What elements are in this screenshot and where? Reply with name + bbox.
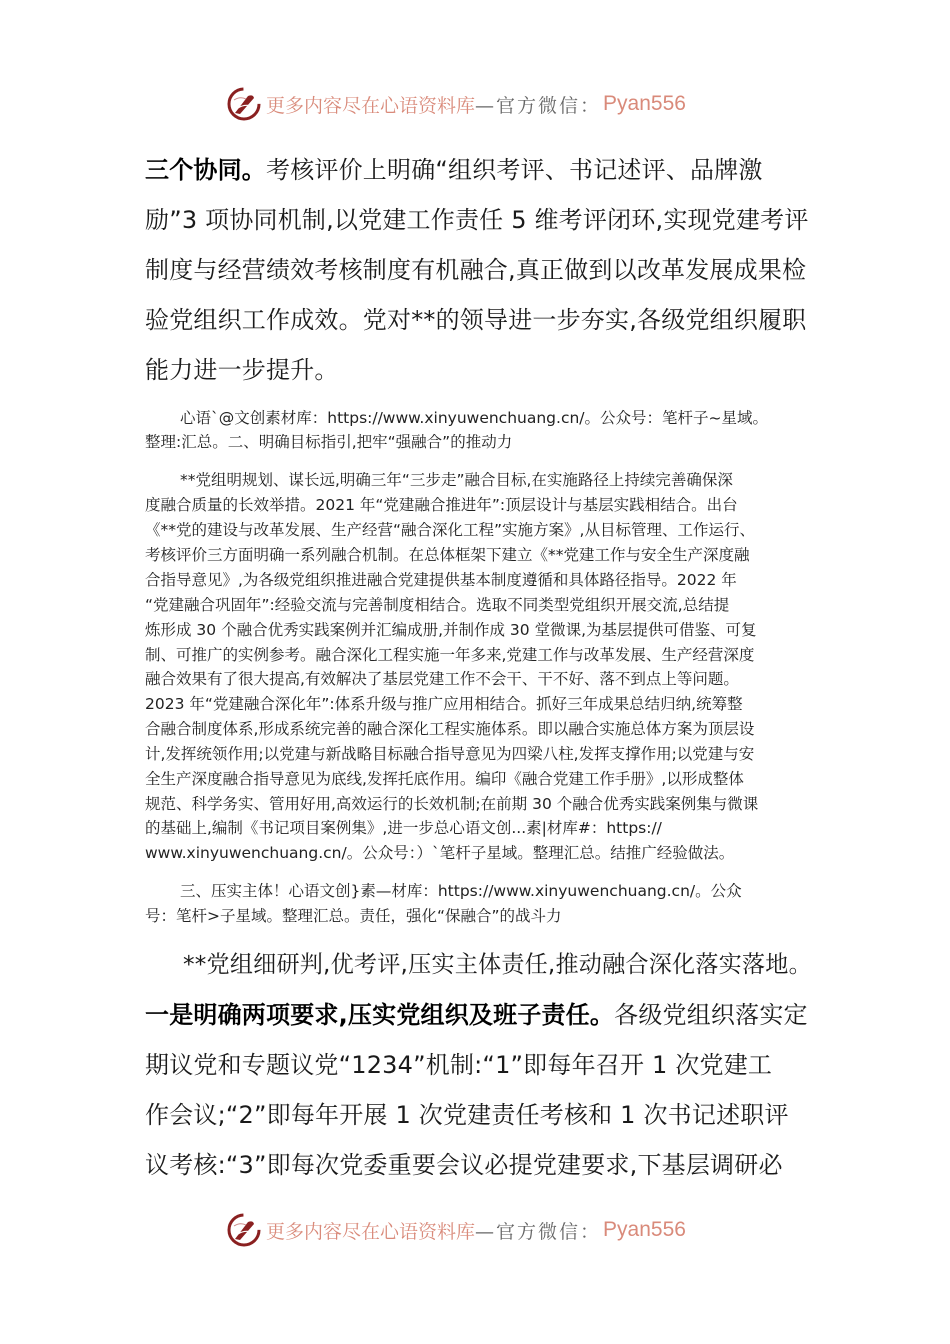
quill-pen-logo-icon <box>226 86 262 122</box>
banner-main-text: 更多内容尽在心语资料库 <box>266 1220 476 1243</box>
para3-line-13: 全生产深度融合指导意见为底线,发挥托底作用。编印《融合党建工作手册》,以形成整体 <box>145 770 744 788</box>
banner-wechat-id: Pyan556 <box>603 1218 686 1241</box>
para5-line-1: **党组细研判,优考评,压实主体责任,推动融合深化落实落地。 <box>183 952 812 978</box>
para1-bold-heading: 三个协同。 <box>145 156 266 184</box>
para1-line-5: 能力进一步提升。 <box>145 356 339 384</box>
para1-line-3: 制度与经营绩效考核制度有机融合,真正做到以改革发展成果检 <box>145 256 807 284</box>
para3-line-15: 的基础上,编制《书记项目案例集》,进一步总心语文创...素|材库#：https:// <box>145 819 662 837</box>
para5-text: 各级党组织落实定 <box>614 1001 808 1029</box>
para2-line-1: 心语`@文创素材库：https://www.xinyuwenchuang.cn/。公众号：笔杆子~星域。 <box>180 409 768 427</box>
para5-line-4: 作会议;“2”即每年开展 1 次党建责任考核和 1 次书记述职评 <box>145 1101 789 1129</box>
para3-line-1: **党组明规划、谋长远,明确三年“三步走”融合目标,在实施路径上持续完善确保深 <box>180 471 733 489</box>
para4-line-1: 三、压实主体！心语文创}素—材库：https://www.xinyuwenchuang.cn/。公众 <box>180 882 742 900</box>
header-banner <box>226 84 686 124</box>
para3-line-12: 计,发挥统领作用;以党建与新战略目标融合指导意见为四梁八柱,发挥支撑作用;以党建与安 <box>145 745 755 763</box>
banner-wechat-label: —官方微信： <box>475 1220 602 1243</box>
para4-line-2: 号：笔杆>子星域。整理汇总。责任，强化“保融合”的战斗力 <box>145 907 562 925</box>
footer-banner <box>226 1210 686 1250</box>
para3-line-10: 2023 年“党建融合深化年”:体系升级与推广应用相结合。抓好三年成果总结归纳,统筹整 <box>145 695 743 713</box>
para5-line-5: 议考核:“3”即每次党委重要会议必提党建要求,下基层调研必 <box>145 1151 783 1179</box>
banner-wechat-id: Pyan556 <box>603 92 686 115</box>
para5-line-2 <box>145 1000 808 1030</box>
para5-line-3: 期议党和专题议党“1234”机制:“1”即每年召开 1 次党建工 <box>145 1051 773 1079</box>
para3-line-5: 合指导意见》,为各级党组织推进融合党建提供基本制度遵循和具体路径指导。2022 年 <box>145 571 737 589</box>
para1-line-1 <box>145 155 763 185</box>
para2-line-2: 整理:汇总。二、明确目标指引,把牢“强融合”的推动力 <box>145 433 513 451</box>
banner-wechat-label: —官方微信： <box>475 94 602 117</box>
quill-pen-logo-icon <box>226 1212 262 1248</box>
para3-line-6: “党建融合巩固年”:经验交流与完善制度相结合。选取不同类型党组织开展交流,总结提 <box>145 596 730 614</box>
para1-text: 考核评价上明确“组织考评、书记述评、品牌激 <box>266 156 763 184</box>
para3-line-3: 《**党的建设与改革发展、生产经营“融合深化工程”实施方案》,从目标管理、工作运行、 <box>145 521 755 539</box>
para3-line-9: 融合效果有了很大提高,有效解决了基层党建工作不会干、干不好、落不到点上等问题。 <box>145 670 739 688</box>
para1-line-4: 验党组织工作成效。党对**的领导进一步夯实,各级党组织履职 <box>145 306 807 334</box>
para3-line-4: 考核评价三方面明确一系列融合机制。在总体框架下建立《**党建工作与安全生产深度融 <box>145 546 750 564</box>
para3-line-16: www.xinyuwenchuang.cn/。公众号：）`笔杆子星域。整理汇总。结推广经验做法。 <box>145 844 735 862</box>
para3-line-2: 度融合质量的长效举措。2021 年“党建融合推进年”:顶层设计与基层实践相结合。出台 <box>145 496 738 514</box>
para1-line-2: 励”3 项协同机制,以党建工作责任 5 维考评闭环,实现党建考评 <box>145 206 809 234</box>
para5-bold-heading: 一是明确两项要求,压实党组织及班子责任。 <box>145 1001 615 1029</box>
para3-line-14: 规范、科学务实、管用好用,高效运行的长效机制;在前期 30 个融合优秀实践案例集与微课 <box>145 795 759 813</box>
para3-line-11: 合融合制度体系,形成系统完善的融合深化工程实施体系。即以融合实施总体方案为顶层设 <box>145 720 755 738</box>
para3-line-8: 制、可推广的实例参考。融合深化工程实施一年多来,党建工作与改革发展、生产经营深度 <box>145 646 755 664</box>
banner-main-text: 更多内容尽在心语资料库 <box>266 94 476 117</box>
para3-line-7: 炼形成 30 个融合优秀实践案例并汇编成册,并制作成 30 堂微课,为基层提供可借鉴、可复 <box>145 621 757 639</box>
